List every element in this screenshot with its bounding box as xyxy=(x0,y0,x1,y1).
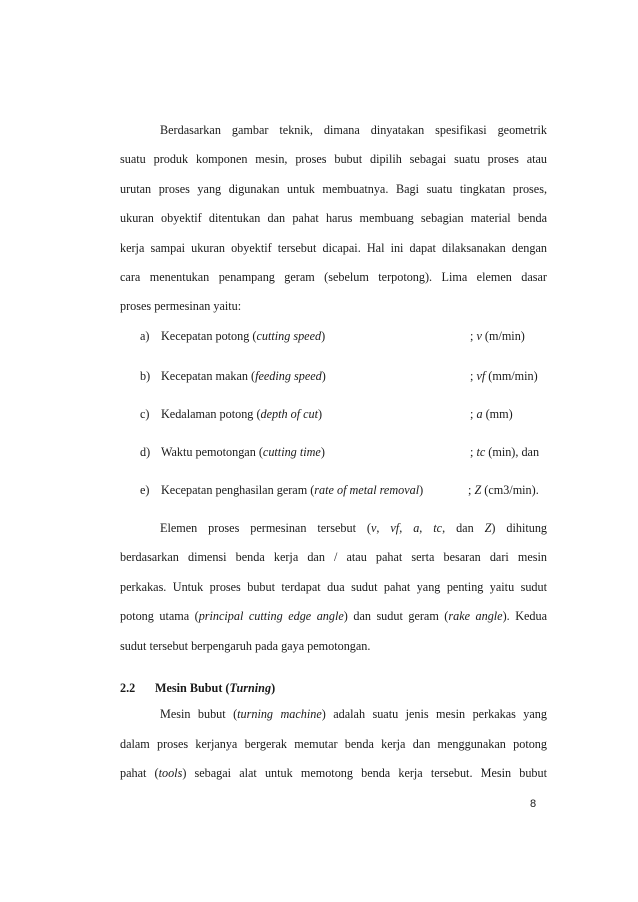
list-marker: a) xyxy=(140,329,150,343)
paragraph-3-line-1: Mesin bubut (turning machine) adalah suatu jenis mesin perkakas yang xyxy=(160,707,547,721)
paragraph-2-line-5: sudut tersebut berpengaruh pada gaya pemotongan. xyxy=(120,639,371,653)
list-description: Kecepatan potong (cutting speed) xyxy=(161,329,326,343)
list-description: Kecepatan penghasilan geram (rate of metal removal) xyxy=(161,483,424,497)
list-marker: e) xyxy=(140,483,150,497)
list-unit: ; tc (min), dan xyxy=(470,445,540,459)
paragraph-2-line-3: perkakas. Untuk proses bubut terdapat dua sudut pahat yang penting yaitu sudut xyxy=(120,580,547,594)
list-description: Kecepatan makan (feeding speed) xyxy=(161,369,326,383)
page-number: 8 xyxy=(530,798,537,810)
paragraph-1-line-3: urutan proses yang digunakan untuk membuatnya. Bagi suatu tingkatan proses, xyxy=(120,182,547,196)
paragraph-1-line-7: proses permesinan yaitu: xyxy=(120,299,242,313)
list-description: Waktu pemotongan (cutting time) xyxy=(161,445,325,459)
paragraph-2-line-4: potong utama (principal cutting edge angle) dan sudut geram (rake angle). Kedua xyxy=(120,609,548,623)
list-unit: ; a (mm) xyxy=(470,407,513,421)
paragraph-1-line-6: cara menentukan penampang geram (sebelum terpotong). Lima elemen dasar xyxy=(120,270,547,284)
paragraph-1-line-2: suatu produk komponen mesin, proses bubut dipilih sebagai suatu proses atau xyxy=(120,152,547,166)
list-marker: d) xyxy=(140,445,151,459)
paragraph-1-line-1: Berdasarkan gambar teknik, dimana dinyatakan spesifikasi geometrik xyxy=(160,123,547,137)
paragraph-1-line-5: kerja sampai ukuran obyektif tersebut dicapai. Hal ini dapat dilaksanakan dengan xyxy=(120,241,547,255)
section-number: 2.2 xyxy=(120,681,136,695)
paragraph-3-line-2: dalam proses kerjanya bergerak memutar benda kerja dan menggunakan potong xyxy=(120,737,547,751)
list-marker: c) xyxy=(140,407,150,421)
paragraph-3-line-3: pahat (tools) sebagai alat untuk memotong benda kerja tersebut. Mesin bubut xyxy=(120,766,548,780)
list-unit: ; Z (cm3/min). xyxy=(468,483,539,497)
list-unit: ; v (m/min) xyxy=(470,329,525,343)
paragraph-1-line-4: ukuran obyektif ditentukan dan pahat harus membuang sebagian material benda xyxy=(120,211,547,225)
list-marker: b) xyxy=(140,369,151,383)
list-unit: ; vf (mm/min) xyxy=(470,369,538,383)
paragraph-2-line-1: Elemen proses permesinan tersebut (v, vf, a, tc, dan Z) dihitung xyxy=(160,521,548,535)
list-description: Kedalaman potong (depth of cut) xyxy=(161,407,323,421)
paragraph-2-line-2: berdasarkan dimensi benda kerja dan / atau pahat serta besaran dari mesin xyxy=(120,550,547,564)
section-title: Mesin Bubut (Turning) xyxy=(155,681,276,695)
